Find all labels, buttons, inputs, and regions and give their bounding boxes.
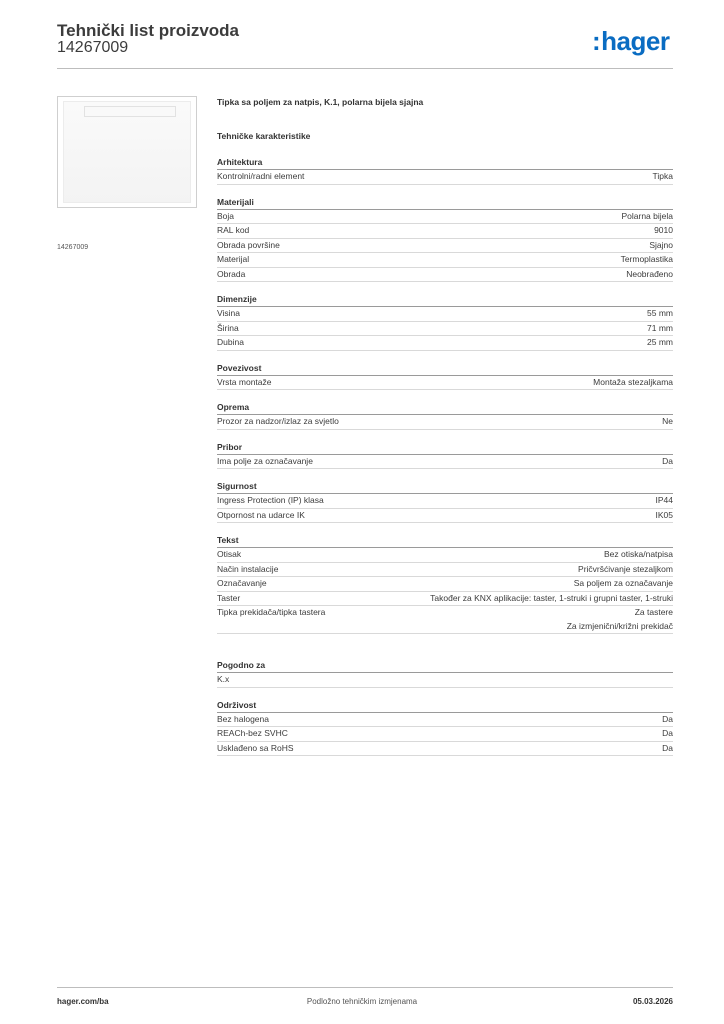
spec-section [217, 293, 673, 351]
spec-row [217, 577, 673, 592]
spec-label: Način instalacije [217, 563, 279, 574]
spec-label: Prozor za nadzor/izlaz za svjetlo [217, 416, 339, 426]
spec-row [217, 592, 673, 607]
spec-section [217, 156, 673, 185]
spec-label: REACh-bez SVHC [217, 728, 288, 738]
spec-row [217, 268, 673, 283]
spec-value-line: Polarna bijela [621, 210, 673, 221]
spec-value [662, 742, 673, 756]
spec-value [567, 606, 673, 633]
spec-value-line: Pričvršćivanje stezaljkom [578, 563, 673, 574]
spec-value-line: Termoplastika [620, 254, 673, 264]
spec-row [217, 253, 673, 268]
spec-value [430, 592, 673, 606]
footer-date: 05.03.2026 [632, 997, 673, 1006]
spec-section [217, 699, 673, 757]
spec-value-line: Sa poljem za označavanje [573, 578, 673, 588]
spec-value [574, 577, 673, 591]
spec-section [217, 362, 673, 391]
spec-row [217, 563, 673, 578]
spec-value [662, 713, 673, 727]
footer-divider [57, 987, 673, 988]
spec-row [217, 210, 673, 225]
spec-value-line: Za tastere [634, 607, 673, 617]
spec-label: Kontrolni/radni element [217, 171, 305, 181]
spec-row [217, 239, 673, 254]
spec-label: Ingress Protection (IP) klasa [217, 495, 324, 505]
spec-row [217, 336, 673, 351]
spec-label: Širina [217, 322, 239, 333]
spec-value-line: 25 mm [647, 337, 673, 347]
spec-label: Obrada površine [217, 239, 280, 250]
spec-value-line: Tipka [652, 171, 673, 181]
spec-label: Materijal [217, 254, 250, 264]
spec-label: Otpornost na udarce IK [217, 509, 305, 520]
section-title: Oprema [217, 401, 673, 415]
spec-label: Bez halogena [217, 713, 269, 724]
spec-value-line: Da [662, 455, 673, 466]
product-code: 14267009 [57, 39, 129, 56]
spec-value-line: Sjajno [649, 239, 673, 250]
spec-label: Otisak [217, 549, 242, 559]
spec-row [217, 415, 673, 430]
spec-row [217, 509, 673, 524]
spec-value-line: IP44 [655, 495, 673, 505]
section-title: Povezivost [217, 362, 673, 376]
header-divider [57, 68, 673, 69]
spec-label: Označavanje [217, 578, 267, 588]
spec-label: Tipka prekidača/tipka tastera [217, 607, 326, 617]
spec-row [217, 713, 673, 728]
spec-value-line: Za izmjenični/križni prekidač [566, 620, 673, 631]
spec-section [217, 534, 673, 634]
spec-value-line: Također za KNX aplikacije: taster, 1-struki i grupni taster, 1-struki [430, 592, 673, 603]
spec-value [649, 239, 673, 253]
section-title: Održivost [217, 699, 673, 713]
spec-row [217, 170, 673, 185]
spec-row [217, 606, 673, 634]
hager-logo: :hager [592, 26, 670, 56]
spec-row [217, 742, 673, 757]
spec-row [217, 307, 673, 322]
product-image [57, 96, 197, 208]
spec-row [217, 494, 673, 509]
section-title: Arhitektura [217, 156, 673, 170]
footer-website: hager.com/ba [57, 997, 109, 1006]
label-field [84, 106, 176, 117]
spec-value [621, 253, 673, 267]
spec-content [217, 96, 673, 767]
switch-plate [63, 101, 191, 203]
spec-value [662, 455, 673, 469]
spec-value [578, 563, 673, 577]
spec-value-line: Da [662, 713, 673, 724]
spec-value [654, 224, 673, 238]
tech-characteristics-heading: Tehničke karakteristike [217, 131, 311, 141]
spec-value-line: Bez otiska/natpisa [604, 549, 673, 559]
spec-value-line: 9010 [654, 225, 673, 235]
spec-value [653, 170, 673, 184]
spec-value [656, 494, 674, 508]
section-title: Pribor [217, 441, 673, 455]
spec-value [604, 548, 673, 562]
spec-value-line: 71 mm [647, 322, 673, 333]
spec-value [647, 336, 673, 350]
spec-section [217, 441, 673, 470]
spec-row [217, 455, 673, 470]
spec-label: Vrsta montaže [217, 376, 272, 387]
spec-value [621, 210, 673, 224]
page-title: Tehnički list proizvoda [57, 21, 239, 40]
spec-row [217, 224, 673, 239]
spec-value-line: IK05 [655, 509, 673, 520]
spec-sections [217, 156, 673, 756]
spec-value [593, 376, 673, 390]
spec-label: Dubina [217, 337, 244, 347]
product-name: Tipka sa poljem za natpis, K.1, polarna bijela sjajna [217, 97, 424, 107]
spec-value [626, 268, 673, 282]
spec-value [662, 727, 673, 741]
spec-label: RAL kod [217, 225, 250, 235]
spec-label: Boja [217, 210, 235, 221]
spec-label: Usklađeno sa RoHS [217, 742, 294, 753]
spec-value-line: Ne [662, 416, 673, 426]
section-title: Tekst [217, 534, 673, 548]
spec-label: Ima polje za označavanje [217, 455, 313, 466]
spec-value-line: 55 mm [647, 308, 673, 318]
spec-value-line: Da [662, 742, 673, 753]
spec-value-line: Montaža stezaljkama [593, 376, 673, 387]
spec-section [217, 401, 673, 430]
spec-value-line: Da [662, 728, 673, 738]
spec-row [217, 673, 673, 688]
spec-value [662, 415, 673, 429]
spec-row [217, 322, 673, 337]
image-caption: 14267009 [57, 244, 89, 251]
spec-label: Taster [217, 592, 241, 603]
spec-value [647, 322, 673, 336]
section-title: Materijali [217, 196, 673, 210]
spec-row [217, 727, 673, 742]
spec-section [217, 196, 673, 283]
section-title: Sigurnost [217, 480, 673, 494]
spec-label: K.x [217, 674, 230, 684]
spec-section [217, 659, 673, 688]
spec-row [217, 548, 673, 563]
section-title: Pogodno za [217, 659, 673, 673]
spec-value [656, 509, 674, 523]
section-title: Dimenzije [217, 293, 673, 307]
spec-label: Obrada [217, 268, 246, 279]
spec-label: Visina [217, 308, 240, 318]
spec-value [647, 307, 673, 321]
footer-notice: Podložno tehničkim izmjenama [306, 997, 418, 1006]
spec-value-line: Neobrađeno [626, 268, 673, 279]
spec-section [217, 480, 673, 523]
spec-row [217, 376, 673, 391]
